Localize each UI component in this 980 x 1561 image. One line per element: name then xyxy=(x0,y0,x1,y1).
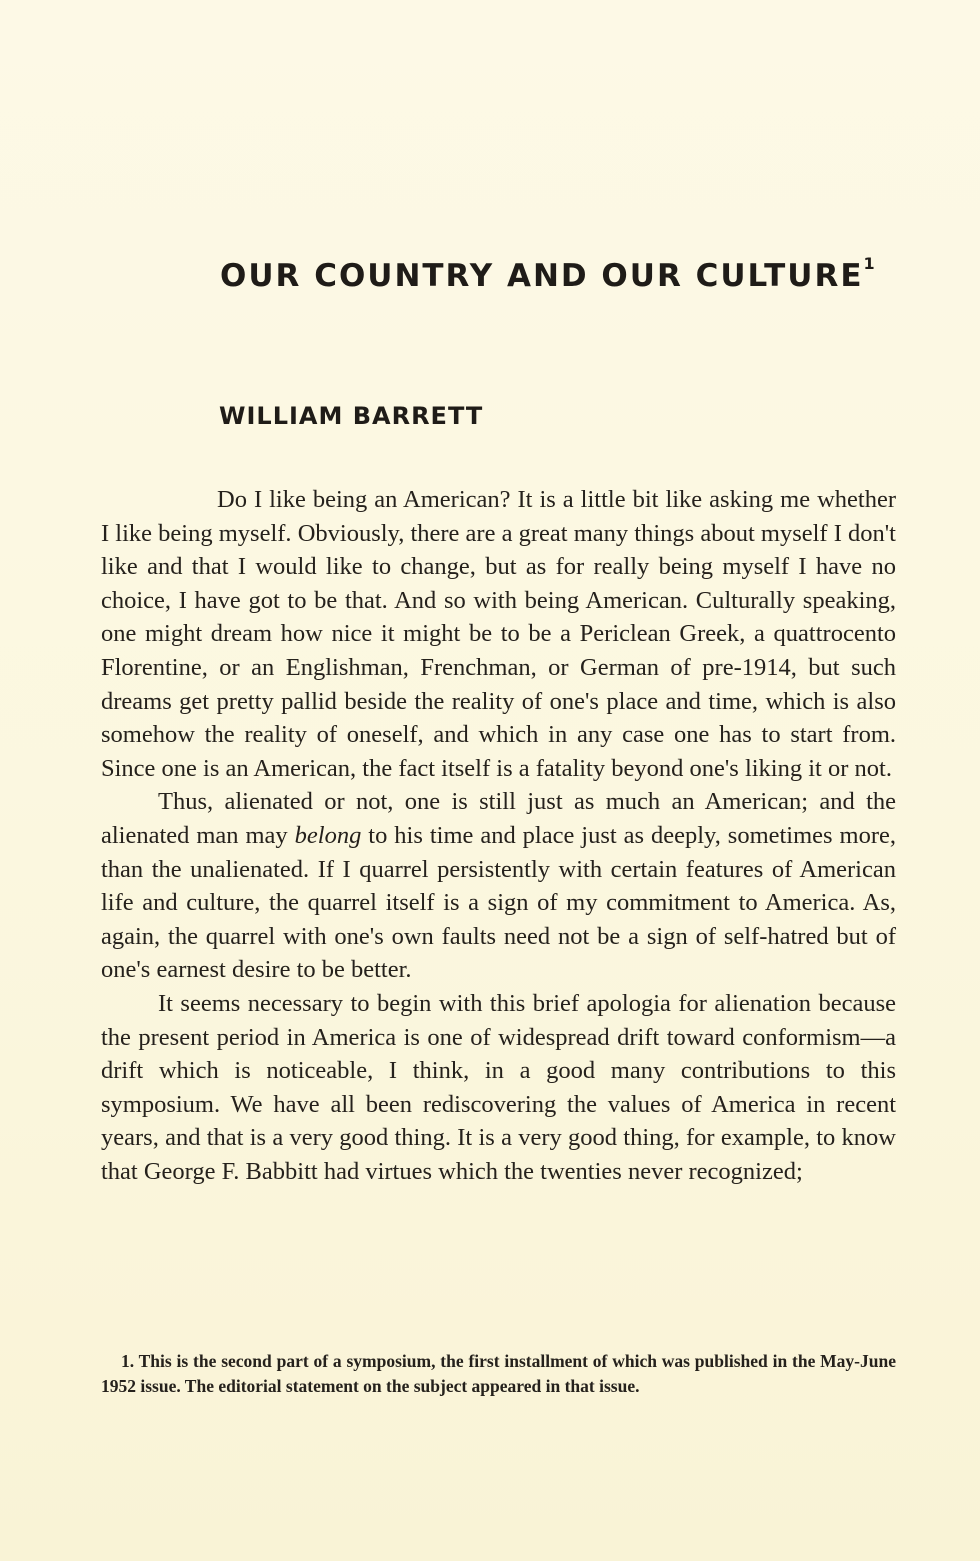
footnote xyxy=(101,1349,896,1398)
paragraph-2 xyxy=(101,785,896,987)
paragraph-2-text-before: Thus, alienated or not, one is still just as much an American; and the alienated man may xyxy=(101,788,896,849)
paragraph-3: It seems necessary to begin with this brief apologia for alienation because the present period in America is one of widespread drift toward conformism—a drift which is noticeable, I think, in a good many contributions to this symposium. We have all been rediscovering the values of America in recent years, and that is a very good thing. It is a very good thing, for example, to know that George F. Babbitt had virtues which the twenties never recognized; xyxy=(101,989,896,1185)
emphasis-belong: belong xyxy=(294,821,362,849)
footnote-text: 1. This is the second part of a symposium, the first installment of which was published in the May-June 1952 issue. The editorial statement on the subject appeared in that issue. xyxy=(101,1351,896,1396)
paragraph-2-text-after: to his time and place just as deeply, sometimes more, than the unalienated. If I quarrel persistently with certain features of American life and culture, the quarrel itself is a sign of my commitment to America. As, again, the quarrel with one's own faults need not be a sign of self-hatred but of one's earnest desire to be better. xyxy=(101,821,897,984)
article-body xyxy=(101,483,896,1188)
title-footnote-marker: 1 xyxy=(863,254,875,273)
article-author: WILLIAM BARRETT xyxy=(219,402,484,430)
article-title-text: OUR COUNTRY AND OUR CULTURE xyxy=(220,258,864,294)
article-title xyxy=(220,254,875,294)
paragraph-1: Do I like being an American? It is a little bit like asking me whether I like being myself. Obviously, there are a great many things about myself I don't like and that I would like to change, but as for really being myself I have no choice, I have got to be that. And so with being American. Culturally speaking, one might dream how nice it might be to be a Periclean Greek, a quattrocento Florentine, or an Englishman, Frenchman, or German of pre-1914, but such dreams get pretty pallid beside the reality of one's place and time, which is also somehow the reality of oneself, and which in any case one has to start from. Since one is an American, the fact itself is a fatality beyond one's liking it or not. xyxy=(101,486,896,782)
